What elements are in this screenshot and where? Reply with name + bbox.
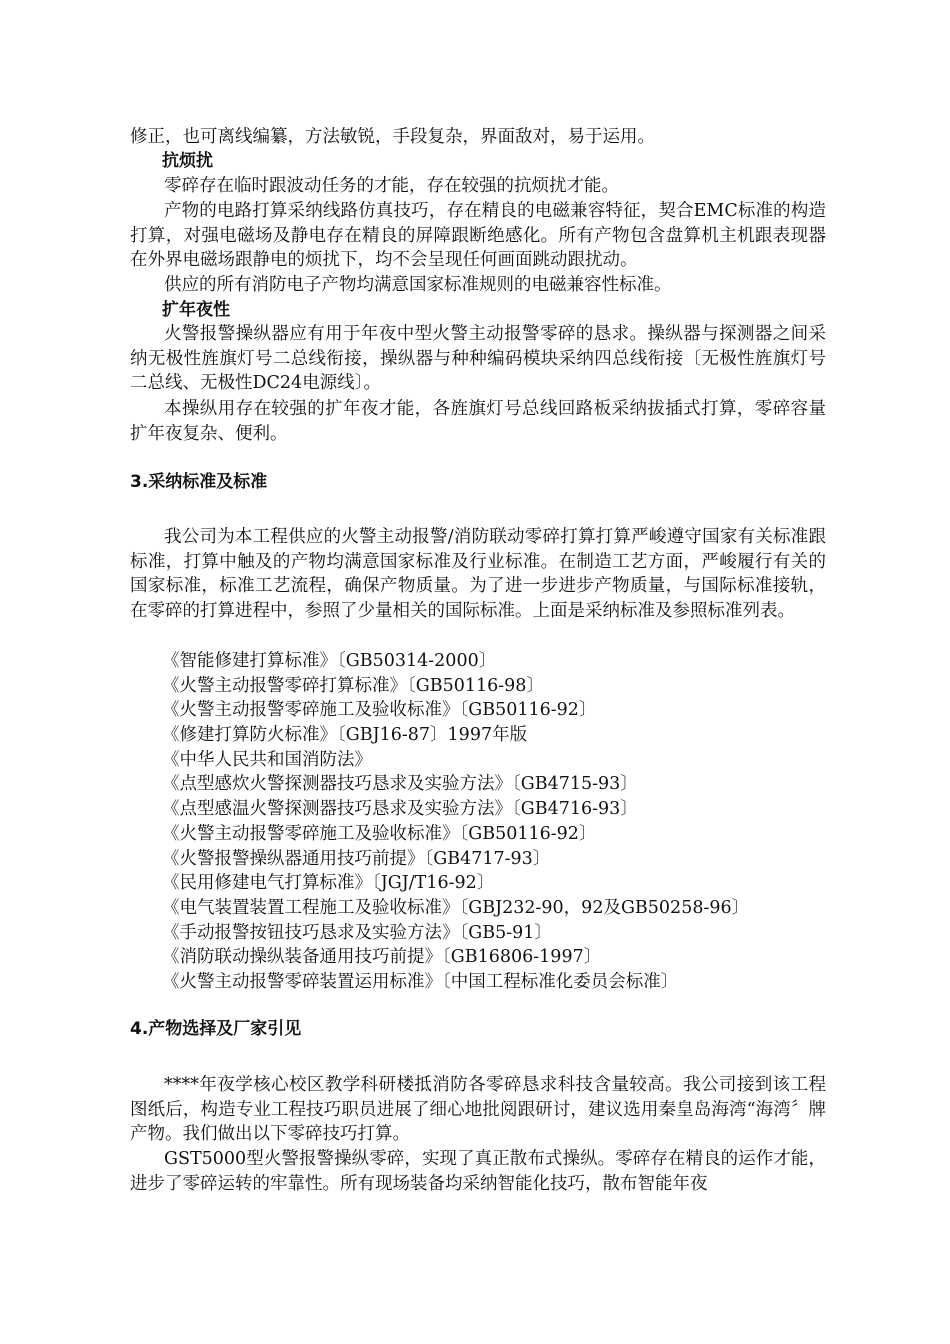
paragraph: 我公司为本工程供应的火警主动报警/消防联动零碎打算打算严峻遵守国家有关标准跟标准，打算中触及的产物均满意国家标准及行业标准。在制造工艺方面，严峻履行有关的国家标准，标准工艺流程，确保产物质量。为了进一步进步产物质量，与国际标准接轨，在零碎的打算进程中，参照了少量相关的国际标准。上面是采纳标准及参照标准列表。 bbox=[130, 527, 826, 622]
paragraph: GST5000型火警报警操纵零碎，实现了真正散布式操纵。零碎存在精良的运作才能，进步了零碎运转的牢靠性。所有现场装备均采纳智能化技巧，散布智能年夜 bbox=[130, 1149, 826, 1194]
list-item: 《中华人民共和国消防法》 bbox=[162, 749, 372, 770]
standards-list bbox=[162, 649, 749, 995]
section-heading-3: 3.采纳标准及标准 bbox=[130, 472, 268, 492]
list-item: 《消防联动操纵装备通用技巧前提》〔GB16806-1997〕 bbox=[162, 947, 602, 968]
paragraph: 产物的电路打算采纳线路仿真技巧，存在精良的电磁兼容特征，契合EMC标准的构造打算，对强电磁场及静电存在精良的屏障跟断绝感化。所有产物包含盘算机主机跟表现器在外界电磁场跟静电的烦扰下，均不会呈现任何画面跳动跟扰动。 bbox=[130, 201, 826, 271]
list-item: 《智能修建打算标准》〔GB50314-2000〕 bbox=[162, 651, 497, 671]
list-item: 《火警报警操纵器通用技巧前提》〔GB4717-93〕 bbox=[162, 848, 551, 869]
subheading-expansion: 扩年夜性 bbox=[162, 300, 230, 320]
list-item: 《火警主动报警零碎施工及验收标准》〔GB50116-92〕 bbox=[162, 823, 597, 844]
list-item: 《点型感温火警探测器技巧恳求及实验方法》〔GB4716-93〕 bbox=[162, 799, 638, 820]
paragraph: ****年夜学核心校区教学科研楼抵消防各零碎恳求科技含量较高。我公司接到该工程图纸后，构造专业工程技巧职员进展了细心地批阅跟研讨，建议选用秦皇岛海湾“海湾〞牌产物。我们做出以下零碎技巧打算。 bbox=[130, 1075, 826, 1145]
list-item: 《火警主动报警零碎打算标准》〔GB50116-98〕 bbox=[162, 675, 544, 696]
list-item: 《火警主动报警零碎施工及验收标准》〔GB50116-92〕 bbox=[162, 700, 597, 721]
paragraph: 本操纵用存在较强的扩年夜才能，各旌旗灯号总线回路板采纳拔插式打算，零碎容量扩年夜复杂、便利。 bbox=[130, 399, 826, 444]
list-item: 《手动报警按钮技巧恳求及实验方法》〔GB5-91〕 bbox=[162, 922, 552, 943]
list-item: 《火警主动报警零碎装置运用标准》〔中国工程标准化委员会标准〕 bbox=[162, 971, 679, 992]
list-item: 《电气装置装置工程施工及验收标准》〔GBJ232-90，92及GB50258-96〕 bbox=[162, 897, 750, 918]
section-heading-4: 4.产物选择及厂家引见 bbox=[130, 1019, 302, 1039]
intro-line: 修正，也可离线编纂，方法敏锐，手段复杂，界面敌对，易于运用。 bbox=[130, 127, 655, 147]
paragraph: 供应的所有消防电子产物均满意国家标准规则的电磁兼容性标准。 bbox=[164, 275, 672, 295]
list-item: 《修建打算防火标准》〔GBJ16-87〕1997年版 bbox=[162, 725, 528, 746]
subheading-anti-interference: 抗烦扰 bbox=[162, 151, 213, 171]
list-item: 《民用修建电气打算标准》〔JGJ/T16-92〕 bbox=[162, 873, 495, 894]
paragraph: 零碎存在临时跟波动任务的才能，存在较强的抗烦扰才能。 bbox=[164, 176, 619, 196]
paragraph: 火警报警操纵器应有用于年夜中型火警主动报警零碎的恳求。操纵器与探测器之间采纳无极性旌旗灯号二总线衔接，操纵器与种种编码模块采纳四总线衔接〔无极性旌旗灯号二总线、无极性DC24电源线〕。 bbox=[130, 324, 826, 394]
list-item: 《点型感炊火警探测器技巧恳求及实验方法》〔GB4715-93〕 bbox=[162, 774, 638, 795]
